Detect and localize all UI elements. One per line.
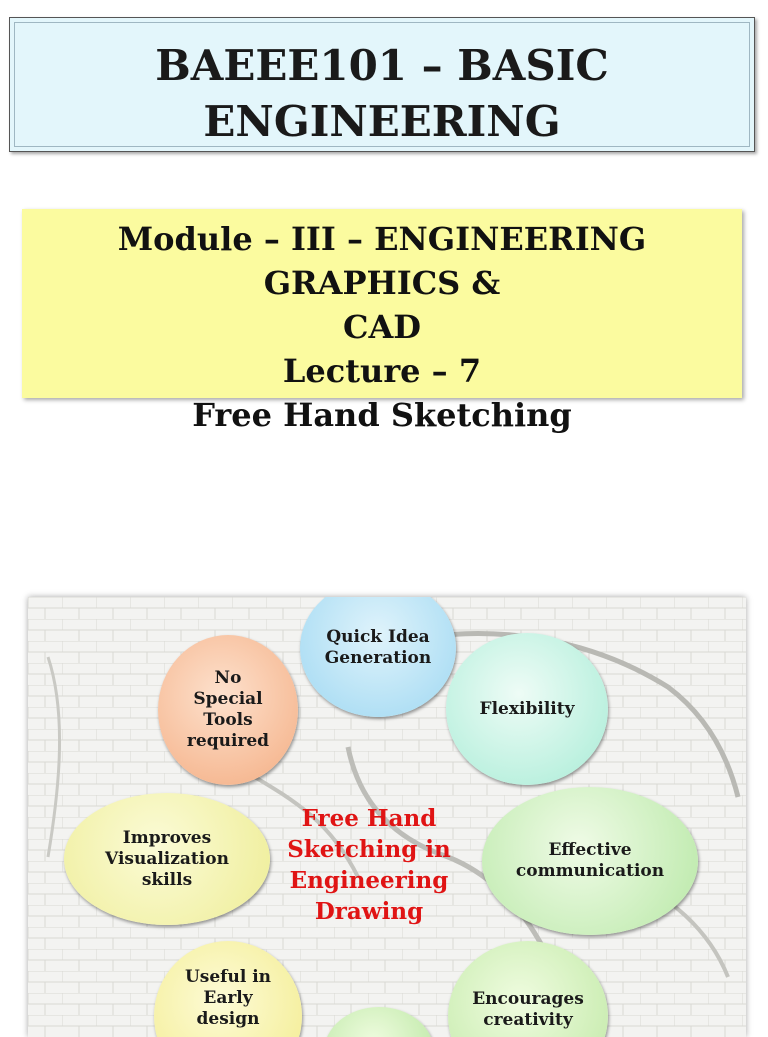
title-line-1: BAEEE101 – BASIC (155, 41, 609, 90)
module-box (22, 209, 742, 434)
bubble-text: No (214, 668, 242, 688)
center-text-line: Drawing (314, 898, 424, 925)
title-box (9, 17, 755, 152)
center-text-line: Engineering (289, 867, 449, 894)
center-text-line: Sketching in (287, 836, 451, 863)
lecture-topic: Free Hand Sketching (192, 396, 572, 434)
module-heading (22, 217, 742, 437)
lecture-number: Lecture – 7 (282, 352, 482, 390)
bubble-text: Effective (548, 840, 632, 860)
sketching-benefits-diagram (28, 597, 746, 1037)
bubble-text: communication (515, 861, 665, 881)
bubble-text: Visualization (105, 848, 229, 869)
center-text-line: Free Hand (301, 805, 437, 832)
bubble-improves-visualization (64, 793, 270, 925)
bubble-text: Quick Idea (326, 627, 430, 647)
bubble-text: Flexibility (479, 698, 575, 719)
diagram-center-title (274, 803, 464, 927)
module-line-2: CAD (342, 308, 422, 346)
bubble-text: Special (193, 689, 263, 709)
bubble-no-special-tools (158, 635, 298, 785)
bubble-text: Generation (324, 648, 432, 668)
bubble-text: creativity (483, 1010, 573, 1030)
bubble-text: design (196, 1009, 260, 1029)
module-line-1: Module – III – ENGINEERING GRAPHICS & (117, 220, 647, 302)
bubble-flexibility (446, 633, 608, 785)
bubble-effective-communication (482, 787, 698, 935)
slide-title (10, 38, 754, 150)
bubble-text: Improves (122, 827, 212, 848)
bubble-text: Useful in (184, 967, 272, 987)
bubble-text: Early (203, 988, 253, 1008)
bubble-text: Tools (203, 710, 253, 730)
title-line-2: ENGINEERING (203, 97, 561, 146)
bubble-text: Encourages (472, 989, 584, 1009)
bubble-text: skills (141, 869, 193, 890)
bubble-text: required (186, 731, 270, 751)
